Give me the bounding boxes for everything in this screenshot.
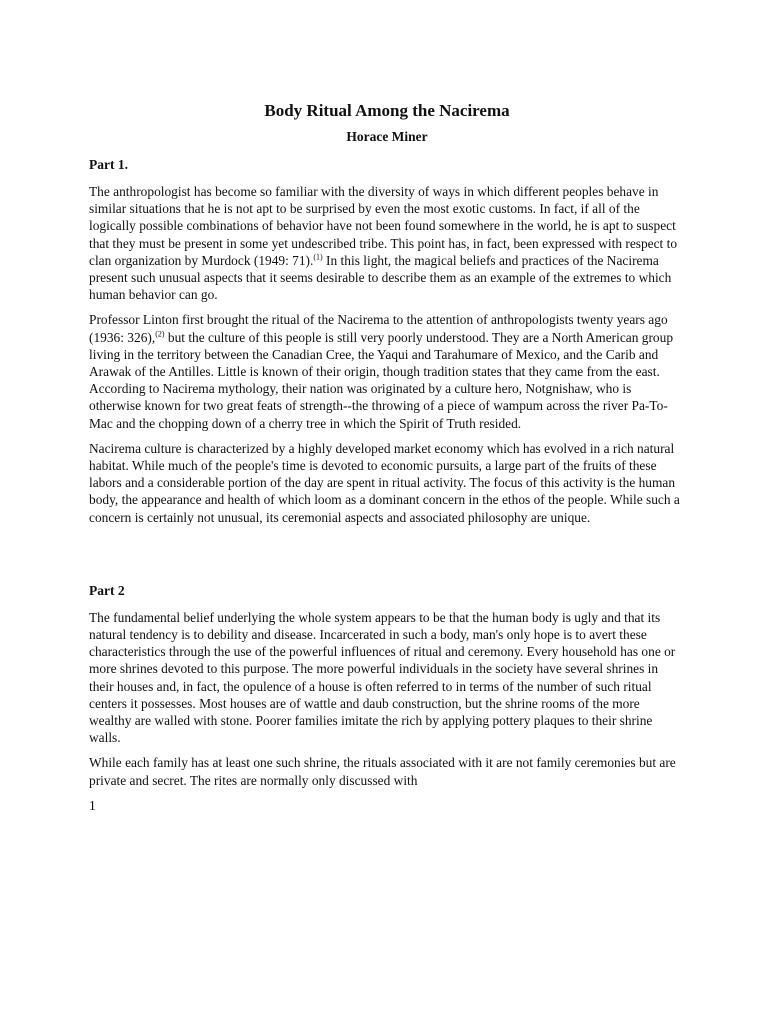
section-spacer xyxy=(89,534,685,582)
part-1-paragraph-2-text-a: Professor Linton first brought the ritual of the Nacirema to the attention of anthropologists twenty years ago (1936: 326), xyxy=(89,312,668,345)
part-1-heading: Part 1. xyxy=(89,157,128,172)
part-1-paragraph-2 xyxy=(89,311,685,431)
part-2-heading: Part 2 xyxy=(89,582,125,598)
document-page xyxy=(89,100,685,815)
part-2-paragraph-2: While each family has at least one such shrine, the rituals associated with it are not family ceremonies but are private and secret. The rites are normally only discussed with xyxy=(89,755,676,788)
part-1-paragraph-1 xyxy=(89,183,685,303)
document-author: Horace Miner xyxy=(346,129,428,144)
document-title: Body Ritual Among the Nacirema xyxy=(264,101,510,120)
page-number: 1 xyxy=(89,797,96,813)
part-1-paragraph-2-text-b: but the culture of this people is still very poorly understood. They are a North American group living in the territory between the Canadian Cree, the Yaqui and Tarahumare of Mexico, and the Carib and Arawak of the Antilles. Little is known of their origin, though tradition states that they came from the east. According to Nacirema mythology, their nation was originated by a culture hero, Notgnishaw, who is otherwise known for two great feats of strength--the throwing of a piece of wampum across the river Pa-To-Mac and the chopping down of a cherry tree in which the Spirit of Truth resided. xyxy=(89,329,674,431)
footnote-ref-2: (2) xyxy=(155,329,165,339)
part-1-paragraph-1-text-b: In this light, the magical beliefs and practices of the Nacirema present such unusual aspects that it seems desirable to describe them as an example of the extremes to which human behavior can go. xyxy=(89,252,672,303)
part-1-paragraph-3: Nacirema culture is characterized by a highly developed market economy which has evolved in a rich natural habitat. While much of the people's time is devoted to economic pursuits, a large part of the fruits of these labors and a considerable portion of the day are spent in ritual activity. The focus of this activity is the human body, the appearance and health of which loom as a dominant concern in the ethos of the people. While such a concern is certainly not unusual, its ceremonial aspects and associated philosophy are unique. xyxy=(89,440,680,525)
part-1-paragraph-1-text-a: The anthropologist has become so familiar with the diversity of ways in which different peoples behave in similar situations that he is not apt to be surprised by even the most exotic customs. In fact, if all of the logically possible combinations of behavior have not been found somewhere in the world, he is apt to suspect that they must be present in some yet undescribed tribe. This point has, in fact, been expressed with respect to clan organization by Murdock (1949: 71). xyxy=(89,184,678,268)
footnote-ref-1: (1) xyxy=(313,252,323,262)
part-2-paragraph-1: The fundamental belief underlying the whole system appears to be that the human body is ugly and that its natural tendency is to debility and disease. Incarcerated in such a body, man's only hope is to avert these characteristics through the use of the powerful influences of ritual and ceremony. Every household has one or more shrines devoted to this purpose. The more powerful individuals in the society have several shrines in their houses and, in fact, the opulence of a house is often referred to in terms of the number of such ritual centers it possesses. Most houses are of wattle and daub construction, but the shrine rooms of the more wealthy are walled with stone. Poorer families imitate the rich by applying pottery plaques to their shrine walls. xyxy=(89,609,676,746)
